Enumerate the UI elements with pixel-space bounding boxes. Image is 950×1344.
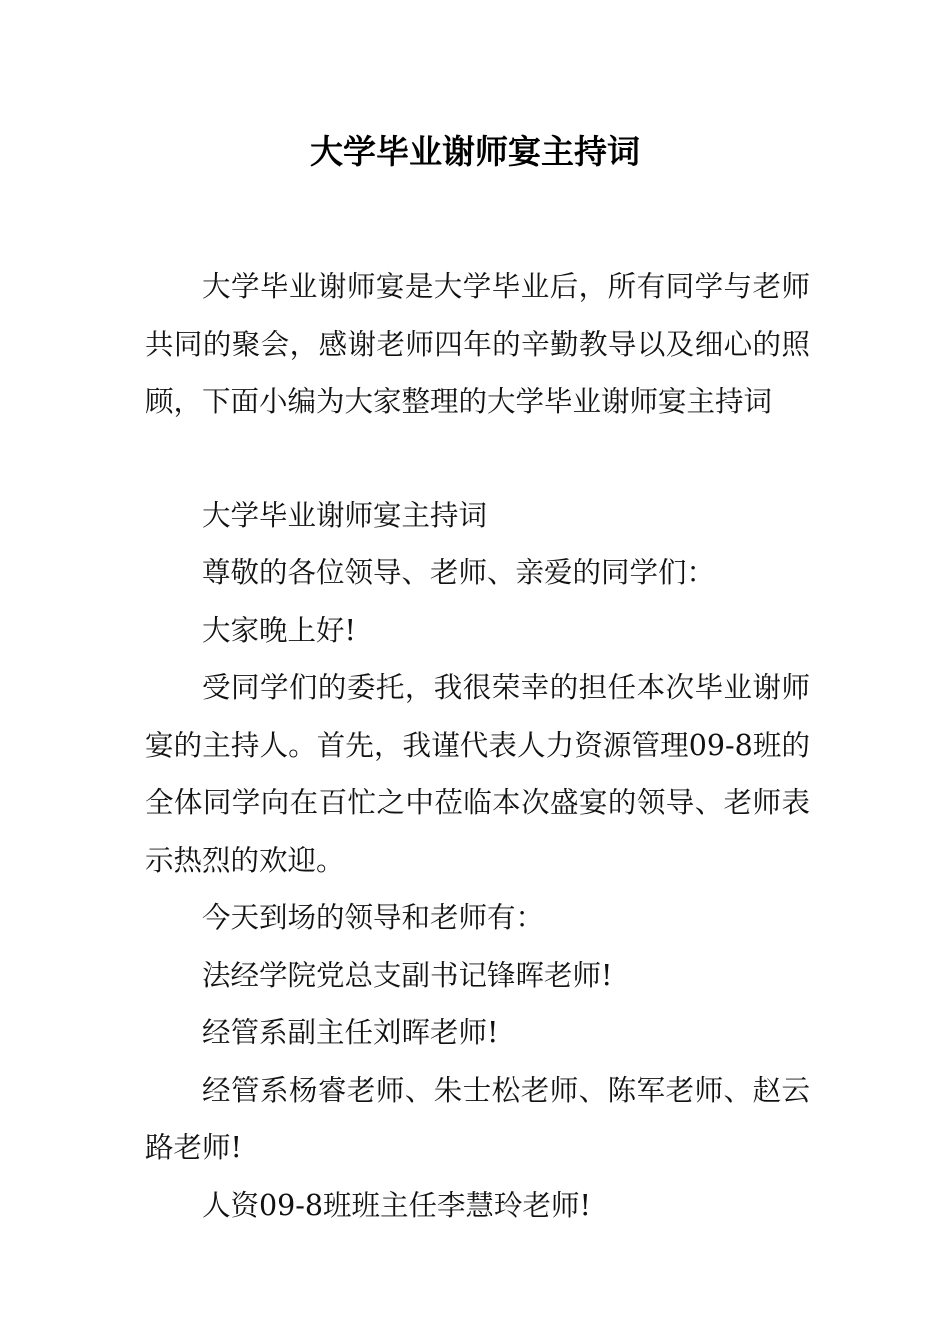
document-title: 大学毕业谢师宴主持词 xyxy=(310,132,640,171)
guests-intro: 今天到场的领导和老师有： xyxy=(202,901,545,934)
intro-paragraph: 大学毕业谢师宴是大学毕业后，所有同学与老师共同的聚会，感谢老师四年的辛勤教导以及细心的照顾，下面小编为大家整理的大学毕业谢师宴主持词 xyxy=(145,270,810,418)
guest-item: 法经学院党总支副书记锋晖老师! xyxy=(202,958,613,992)
evening-greeting: 大家晚上好! xyxy=(202,613,356,647)
welcome-paragraph: 受同学们的委托，我很荣幸的担任本次毕业谢师宴的主持人。首先，我谨代表人力资源管理09-8班的全体同学向在百忙之中莅临本次盛宴的领导、老师表示热烈的欢迎。 xyxy=(145,671,810,877)
paragraph-gap xyxy=(145,431,810,487)
guest-item: 经管系杨睿老师、朱士松老师、陈军老师、赵云路老师! xyxy=(145,1073,810,1164)
guest-item: 人资09-8班班主任李慧玲老师! xyxy=(202,1188,591,1222)
speech-heading: 大学毕业谢师宴主持词 xyxy=(202,498,488,532)
document-body xyxy=(145,258,810,1234)
guest-item: 经管系副主任刘晖老师! xyxy=(202,1016,499,1049)
greeting-paragraph: 尊敬的各位领导、老师、亲爱的同学们： xyxy=(202,556,716,589)
